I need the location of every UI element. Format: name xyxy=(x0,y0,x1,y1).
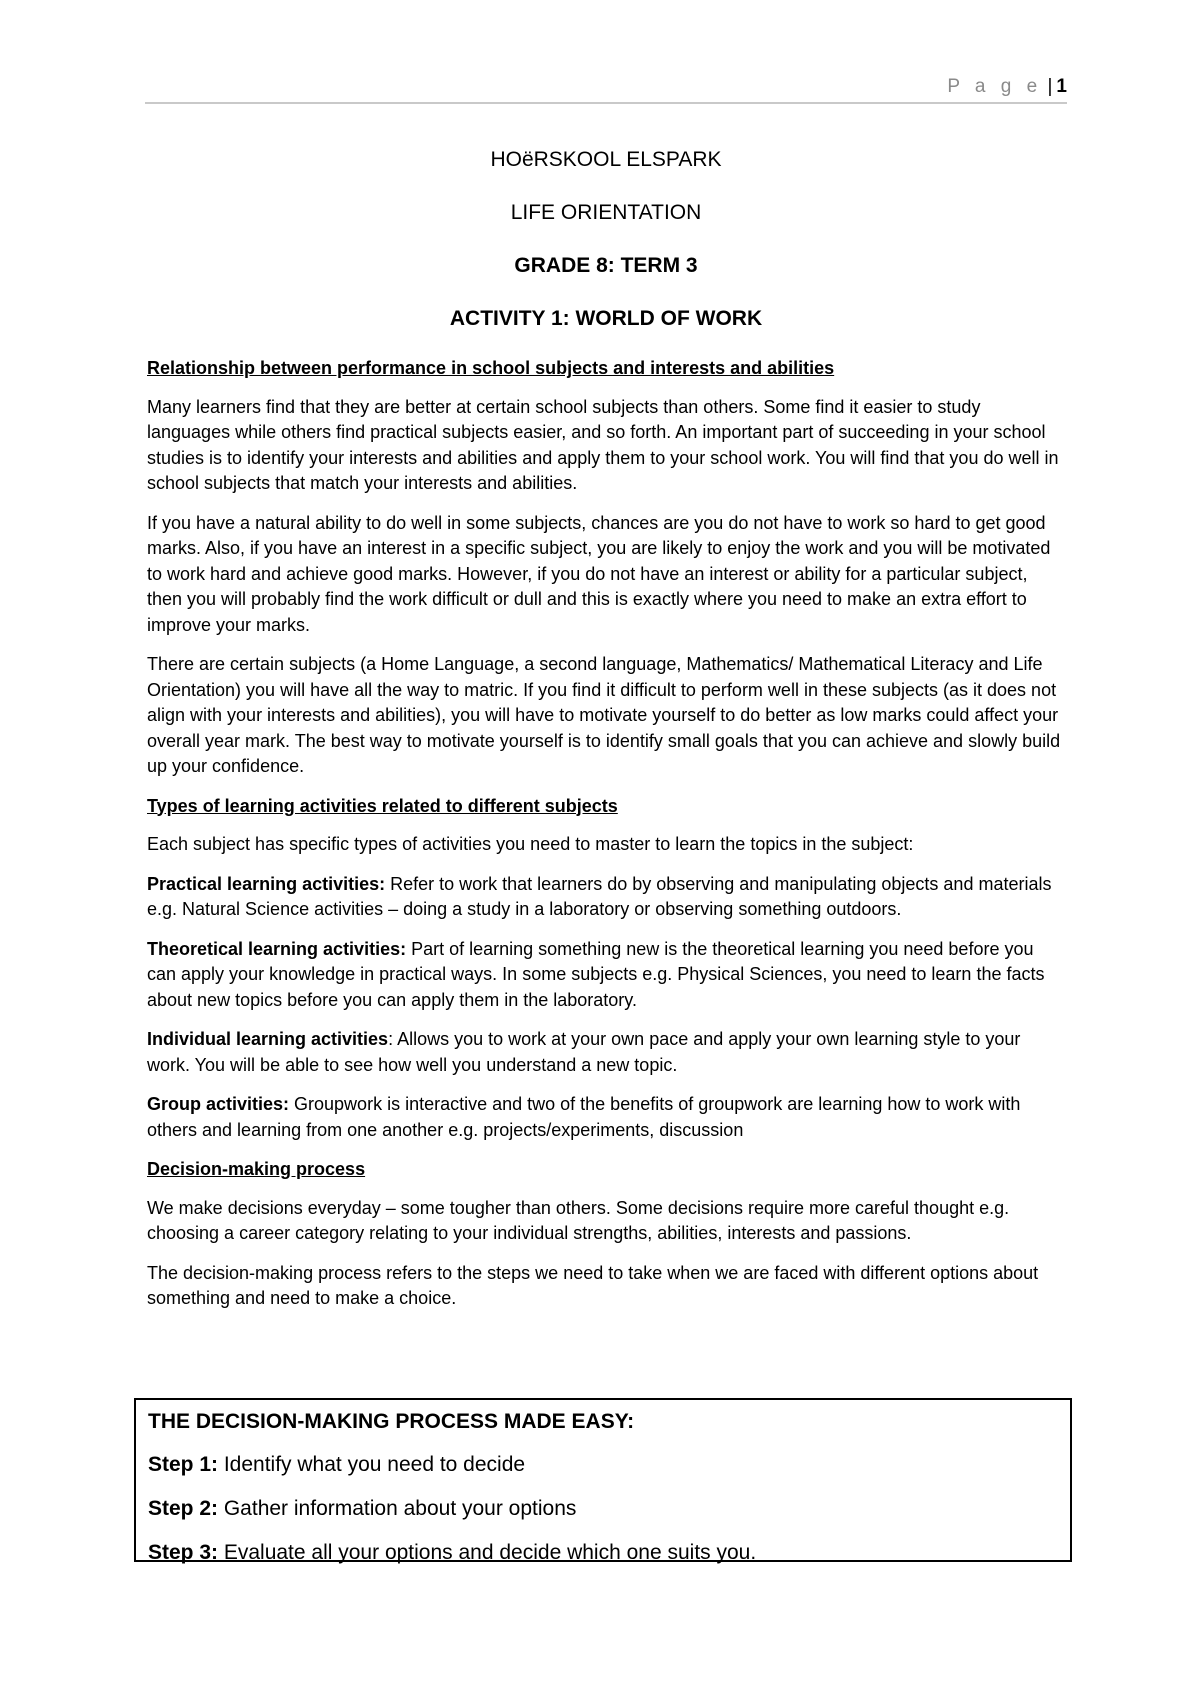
paragraph: There are certain subjects (a Home Language, a second language, Mathematics/ Mathematical Literacy and Life Orientation) you will have all the way to matric. If you find it difficult to perform well in these subjects (as it does not align with your interests and abilities), you will have to motivate yourself to do better as low marks could affect your overall year mark. The best way to motivate yourself is to identify small goals that you can achieve and slowly build up your confidence. xyxy=(147,654,1061,776)
paragraph: Each subject has specific types of activities you need to master to learn the topics in the subject: xyxy=(147,834,914,854)
document-titles xyxy=(145,148,1067,360)
activity-item-group xyxy=(147,1092,1067,1143)
grade-term-title: GRADE 8: TERM 3 xyxy=(514,254,698,277)
document-body xyxy=(147,356,1067,1326)
paragraph: If you have a natural ability to do well in some subjects, chances are you do not have to work so hard to get good marks. Also, if you have an interest in a specific subject, you are likely to enjoy the work and you will be motivated to work hard and achieve good marks. However, if you do not have an interest or ability for a particular subject, then you will probably find the work difficult or dull and this is exactly where you need to make an extra effort to improve your marks. xyxy=(147,512,1051,635)
step-label: Step 2: xyxy=(148,1497,219,1520)
page-number-value: 1 xyxy=(1056,76,1067,97)
subject-title: LIFE ORIENTATION xyxy=(510,201,702,224)
activity-label: Group activities: xyxy=(147,1094,290,1114)
page-header xyxy=(145,70,1067,104)
section-heading-decision-making: Decision-making process xyxy=(147,1159,366,1179)
step-text: Gather information about your options xyxy=(218,1497,577,1520)
activity-item-theoretical xyxy=(147,937,1067,1014)
step-label: Step 1: xyxy=(148,1453,219,1476)
activity-text: Part of learning something new is the theoretical learning you need before you can apply your knowledge in practical ways. In some subjects e.g. Physical Sciences, you need to learn the facts about new topics before you can apply them in the laboratory. xyxy=(147,938,1045,1010)
section-heading-relationship: Relationship between performance in school subjects and interests and abilities xyxy=(147,358,835,378)
step-1 xyxy=(148,1453,1058,1477)
page-separator: | xyxy=(1047,76,1053,97)
step-3 xyxy=(148,1541,1058,1565)
activity-text: : Allows you to work at your own pace and apply your own learning style to your work. You will be able to see how well you understand a new topic. xyxy=(147,1029,1021,1075)
page-label: P a g e xyxy=(947,76,1043,97)
step-2 xyxy=(148,1497,1058,1521)
activity-label: Individual learning activities xyxy=(147,1029,389,1049)
activity-title: ACTIVITY 1: WORLD OF WORK xyxy=(449,307,763,330)
activity-item-individual xyxy=(147,1027,1067,1078)
paragraph: Many learners find that they are better at certain school subjects than others. Some find it easier to study languages while others find practical subjects easier, and so forth. An important part of succeeding in your school studies is to identify your interests and abilities and apply them to your school work. You will find that you do well in school subjects that match your interests and abilities. xyxy=(147,396,1059,493)
activity-text: Refer to work that learners do by observing and manipulating objects and materials e.g. Natural Science activities – doing a study in a laboratory or observing something outdoors. xyxy=(147,873,1052,919)
step-label: Step 3: xyxy=(148,1541,219,1564)
activity-label: Practical learning activities: xyxy=(147,873,386,894)
activity-item-practical xyxy=(147,872,1067,923)
paragraph: We make decisions everyday – some tougher than others. Some decisions require more careful thought e.g. choosing a career category relating to your individual strengths, abilities, interests and passions. xyxy=(147,1197,1010,1243)
school-name: HOëRSKOOL ELSPARK xyxy=(490,148,722,171)
paragraph: The decision-making process refers to the steps we need to take when we are faced with different options about something and need to make a choice. xyxy=(147,1262,1039,1308)
activity-text: Groupwork is interactive and two of the benefits of groupwork are learning how to work with others and learning from one another e.g. projects/experiments, discussion xyxy=(147,1094,1021,1140)
step-text: Identify what you need to decide xyxy=(218,1453,526,1476)
section-heading-learning-activities: Types of learning activities related to different subjects xyxy=(147,795,618,816)
page-number xyxy=(947,76,1067,98)
step-text: Evaluate all your options and decide which one suits you. xyxy=(218,1541,757,1564)
box-title: THE DECISION-MAKING PROCESS MADE EASY: xyxy=(148,1410,635,1433)
decision-process-box xyxy=(134,1398,1072,1562)
activity-label: Theoretical learning activities: xyxy=(147,938,407,959)
